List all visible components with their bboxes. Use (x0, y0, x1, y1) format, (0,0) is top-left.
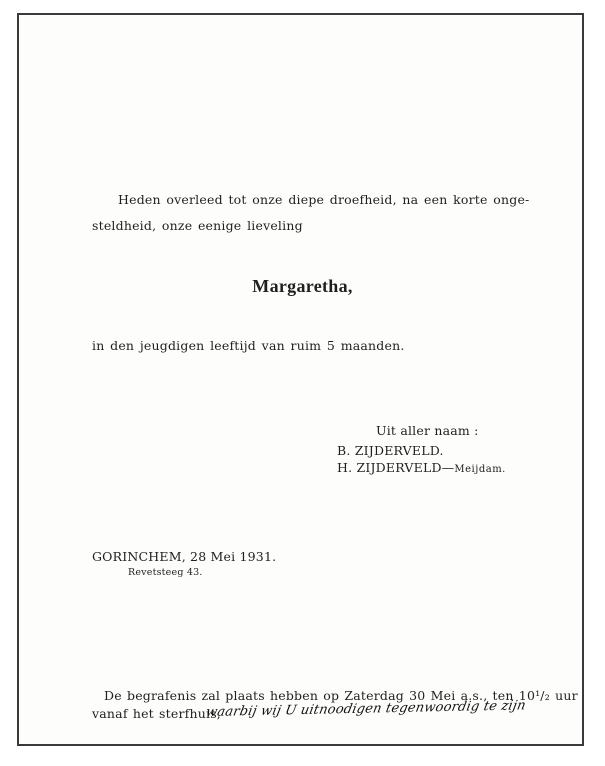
signatory-1: B. ZIJDERVELD. (337, 443, 444, 458)
place-date: GORINCHEM, 28 Mei 1931. (92, 549, 277, 564)
intro-line-1: Heden overleed tot onze diepe droefheid, na een korte onge- (118, 192, 530, 207)
signatory-2-maiden-name: Meijdam. (454, 464, 506, 475)
deceased-name: Margaretha, (252, 276, 353, 296)
signatory-2-name: H. ZIJDERVELD— (337, 460, 455, 475)
burial-line-2: vanaf het sterfhuis, (92, 706, 221, 721)
intro-line-2: steldheid, onze eenige lieveling (92, 218, 303, 233)
handwritten-text: waarbij wij U uitnoodigen tegenwoordig te zijn (204, 698, 528, 721)
signatory-2 (337, 462, 506, 475)
street-address: Revetsteeg 43. (128, 567, 203, 578)
document-border (17, 13, 584, 746)
burial-line-1: De begrafenis zal plaats hebben op Zaterdag 30 Mei a.s., ten 10¹/₂ uur (104, 688, 578, 703)
handwritten-annotation (204, 698, 584, 728)
signatories-intro: Uit aller naam : (376, 423, 479, 438)
age-line: in den jeugdigen leeftijd van ruim 5 maanden. (92, 338, 405, 353)
